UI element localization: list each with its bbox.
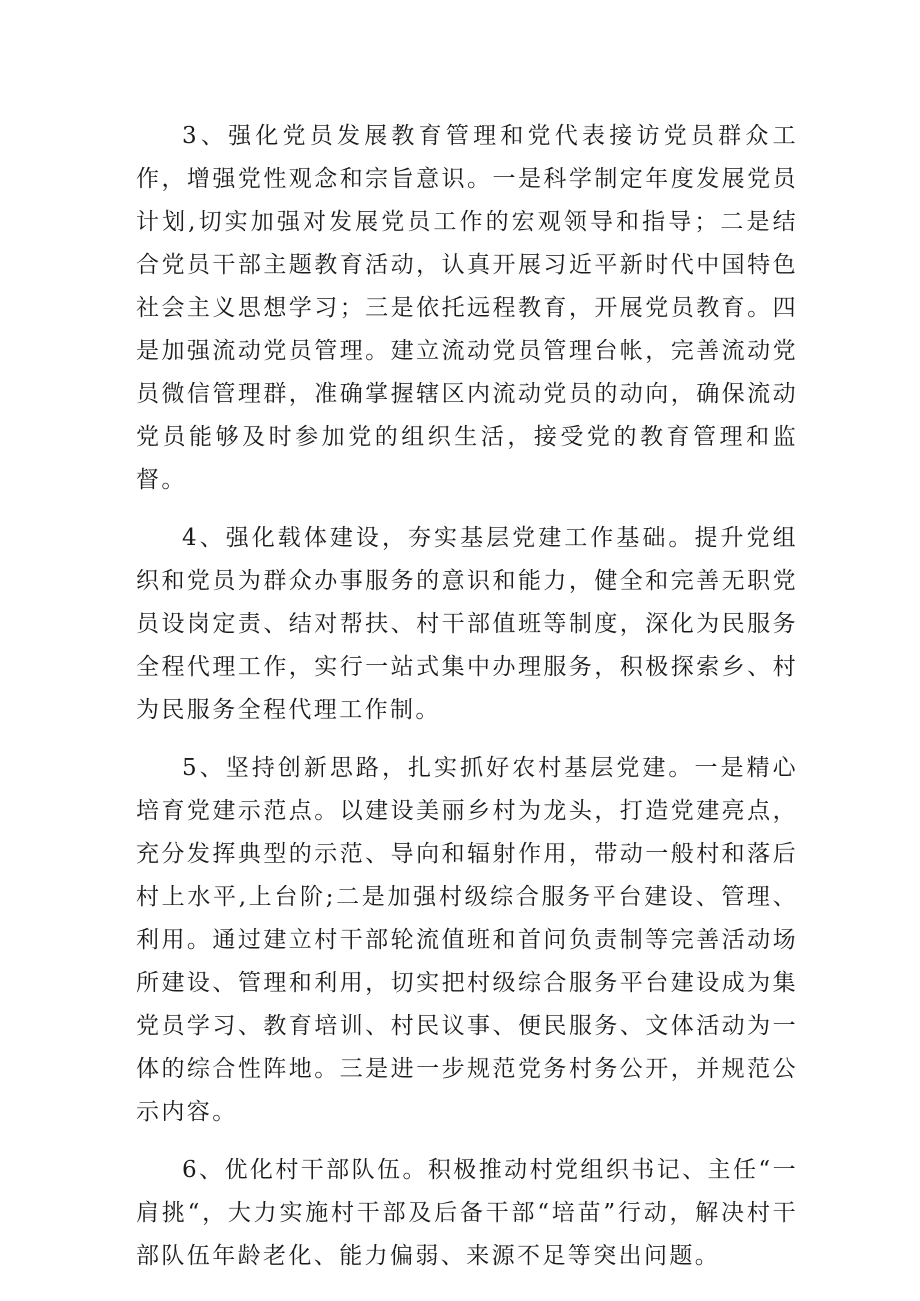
paragraph-5: 5、坚持创新思路，扎实抓好农村基层党建。一是精心培育党建示范点。以建设美丽乡村为龙头，打造党建亮点，充分发挥典型的示范、导向和辐射作用，带动一般村和落后村上水平,上台阶;二是加强村级综合服务平台建设、管理、利用。通过建立村干部轮流值班和首问负责制等完善活动场所建设、管理和利用，切实把村级综合服务平台建设成为集党员学习、教育培训、村民议事、便民服务、文体活动为一体的综合性阵地。三是进一步规范党务村务公开，并规范公示内容。 [136, 755, 798, 1125]
paragraph-6: 6、优化村干部队伍。积极推动村党组织书记、主任“一肩挑“，大力实施村干部及后备干部“培苗”行动，解决村干部队伍年龄老化、能力偏弱、来源不足等突出问题。 [136, 1157, 798, 1269]
paragraph-3: 3、强化党员发展教育管理和党代表接访党员群众工作，增强党性观念和宗旨意识。一是科学制定年度发展党员计划,切实加强对发展党员工作的宏观领导和指导；二是结合党员干部主题教育活动，认真开展习近平新时代中国特色社会主义思想学习；三是依托远程教育，开展党员教育。四是加强流动党员管理。建立流动党员管理台帐，完善流动党员微信管理群，准确掌握辖区内流动党员的动向，确保流动党员能够及时参加党的组织生活，接受党的教育管理和监督。 [136, 123, 798, 493]
paragraph-4: 4、强化载体建设，夯实基层党建工作基础。提升党组织和党员为群众办事服务的意识和能力，健全和完善无职党员设岗定责、结对帮扶、村干部值班等制度，深化为民服务全程代理工作，实行一站式集中办理服务，积极探索乡、村为民服务全程代理工作制。 [136, 525, 798, 723]
document-body [136, 115, 798, 1278]
